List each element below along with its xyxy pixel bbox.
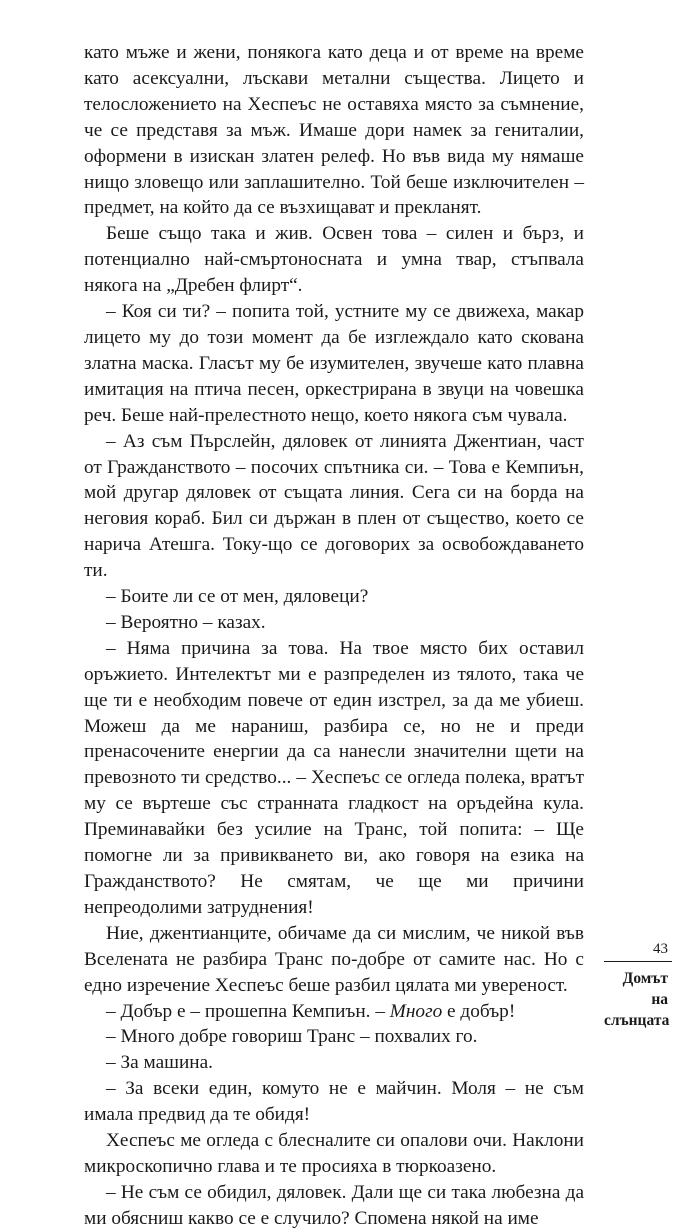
paragraph: – Вероятно – казах. (106, 611, 266, 633)
paragraph: – За машина. (106, 1052, 213, 1074)
page-number: 43 (653, 941, 668, 957)
paragraph: – Не съм се обидил, дяловек. Дали ще си така любезна да ми обясниш какво се е случило? Спомена някой на име (84, 1181, 584, 1229)
body-text (84, 40, 584, 1232)
paragraph: – Много добре говориш Транс – похвалих го. (106, 1026, 478, 1048)
paragraph: Ние, джентианците, обичаме да си мислим, че никой във Вселената не разбира Транс по-добре от самите нас. Но с едно изречение Хеспеъс беше разбил цялата ми увереност. (84, 922, 584, 996)
paragraph-segment: е добър! (442, 1000, 516, 1022)
paragraph: – За всеки един, комуто не е майчин. Моля – не съм имала предвид да те обидя! (84, 1078, 584, 1126)
emphasis: Много (389, 1000, 443, 1022)
paragraph: – Няма причина за това. На твое място бих оставил оръжието. Интелектът ми е разпределен из тялото, така че ще ти е необходим повече от един изстрел, за да ме убиеш. Можеш да ме нараниш, разбира се, но не и преди пренасочените енергии да са нанесли значителни щети на превозното ти средство... – Хеспеъс се огледа полека, вратът му се въртеше със странната гладкост на оръдейна кула. Преминавайки без усилие на Транс, той попита: – Ще помогне ли за привикването ви, ако говоря на езика на Гражданството? Не смятам, че ще ми причини непреодолими затруднения! (84, 637, 584, 918)
running-title: Домът на слънцата (604, 970, 670, 1029)
paragraph: – Боите ли се от мен, дяловеци? (106, 586, 369, 608)
paragraph: – Аз съм Пърслейн, дяловек от линията Джентиан, част от Гражданството – посочих спътника си. – Това е Кемпиън, мой другар дяловек от същата линия. Сега си на борда на неговия кораб. Бил си държан в плен от същество, което се нарича Атешга. Току-що се договорих за освобождаването ти. (84, 430, 584, 582)
paragraph-segment: – Добър е – прошепна Кемпиън. – (106, 1000, 390, 1022)
page-margin-note (604, 940, 672, 1031)
margin-divider (604, 961, 672, 962)
paragraph: като мъже и жени, понякога като деца и от време на време като асексуални, лъскави метални същества. Лицето и телосложението на Хеспеъс не оставяха място за съмнение, че се представя за мъж. Имаше дори намек за гениталии, оформени в изискан златен релеф. Но във вида му нямаше нищо зловещо или заплашително. Той беше изключителен – предмет, на който да се възхищават и прекланят. (84, 42, 584, 219)
paragraph (84, 999, 584, 1025)
paragraph: – Коя си ти? – попита той, устните му се движеха, макар лицето му до този момент да бе изглеждало като скована златна маска. Гласът му бе изумителен, звучеше като плавна имитация на птича песен, оркестрирана в звуци на човешка реч. Беше най-прелестното нещо, което някога съм чувала. (84, 301, 584, 426)
paragraph: Беше също така и жив. Освен това – силен и бърз, и потенциално най-смъртоносната и умна твар, стъпвала някога на „Дребен флирт“. (84, 223, 584, 297)
paragraph: Хеспеъс ме огледа с блесналите си опалови очи. Наклони микроскопично глава и те просияха в тюркоазено. (84, 1130, 584, 1177)
